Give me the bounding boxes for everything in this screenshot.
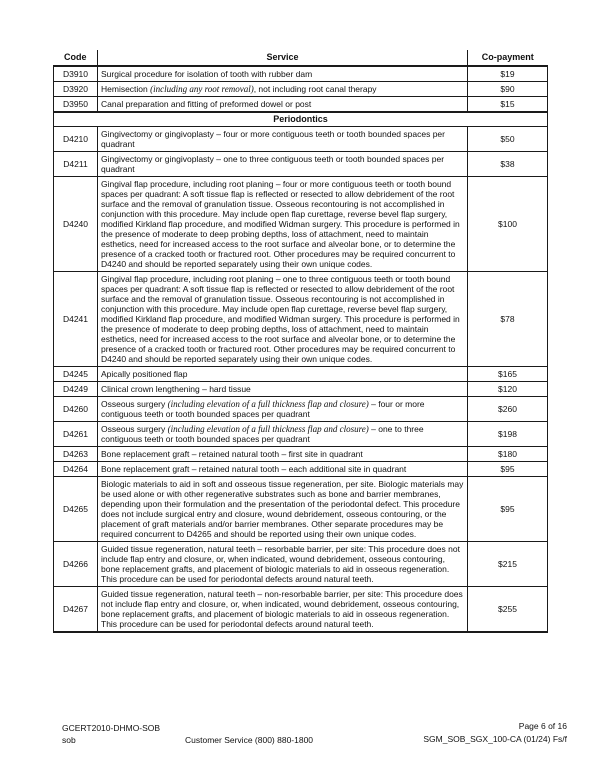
service-text: Gingivectomy or gingivoplasty – one to three contiguous teeth or tooth bounded spaces per quadrant bbox=[101, 154, 445, 174]
column-header-service: Service bbox=[98, 50, 468, 66]
service-text: Hemisection bbox=[101, 84, 151, 94]
service-cell bbox=[98, 66, 468, 82]
copayment-cell: $260 bbox=[468, 397, 548, 422]
code-cell: D4267 bbox=[54, 587, 98, 633]
code-cell: D4263 bbox=[54, 447, 98, 462]
service-cell bbox=[98, 542, 468, 587]
footer-page-number: Page 6 of 16 bbox=[518, 721, 567, 731]
footer-doc-id-line2: sob bbox=[62, 735, 76, 745]
service-cell bbox=[98, 82, 468, 97]
table-row bbox=[54, 82, 548, 97]
service-text: Osseous surgery bbox=[101, 424, 168, 434]
code-cell: D4211 bbox=[54, 152, 98, 177]
service-text: Bone replacement graft – retained natural tooth – first site in quadrant bbox=[101, 449, 363, 459]
code-cell: D4210 bbox=[54, 127, 98, 152]
table-row bbox=[54, 587, 548, 633]
copayment-cell: $38 bbox=[468, 152, 548, 177]
service-cell bbox=[98, 447, 468, 462]
copayment-cell: $215 bbox=[468, 542, 548, 587]
section-header: Periodontics bbox=[54, 112, 548, 127]
service-text: , not including root canal therapy bbox=[253, 84, 377, 94]
code-cell: D4261 bbox=[54, 422, 98, 447]
service-cell bbox=[98, 587, 468, 633]
service-text: Osseous surgery bbox=[101, 399, 168, 409]
copayment-cell: $95 bbox=[468, 462, 548, 477]
code-cell: D3920 bbox=[54, 82, 98, 97]
footer-page-info bbox=[423, 720, 567, 745]
service-text: Biologic materials to aid in soft and osseous tissue regeneration, per site. Biologic materials may be used alone or with other regenerative substrates such as bone and barrier membranes, depending upon their formulation and the presentation of the periodontal defect. This procedure does not include surgical entry and closure, wound debridement, osseous contouring, or the placement of graft materials and/or barrier membranes. Other separate procedures may be required concurrent to D4265 and should be reported using their own unique codes. bbox=[101, 479, 464, 539]
code-cell: D4240 bbox=[54, 177, 98, 272]
code-cell: D3950 bbox=[54, 97, 98, 113]
table-row bbox=[54, 177, 548, 272]
copayment-cell: $90 bbox=[468, 82, 548, 97]
section-row bbox=[54, 112, 548, 127]
table-header-row bbox=[54, 50, 548, 66]
table-row bbox=[54, 152, 548, 177]
service-cell bbox=[98, 422, 468, 447]
table-row bbox=[54, 462, 548, 477]
service-text: Gingival flap procedure, including root planing – one to three contiguous teeth or tooth bound spaces per quadrant: A soft tissue flap is reflected or resected to allow debridement of the root surface and the removal of granulation tissue. Osseous recontouring is not accomplished in conjunction with this procedure. May include open flap curettage, reverse bevel flap surgery, modified Kirkland flap procedure, and modified Widman surgery. This procedure is performed in the presence of moderate to deep probing depths, loss of attachment, need to maintain esthetics, need for increased access to the root surface and alveolar bone, or to determine the presence of a cracked tooth or fractured root. Other procedures may be required concurrent to D4240 and should be reported separately using their own unique codes. bbox=[101, 274, 460, 364]
service-cell bbox=[98, 97, 468, 113]
service-text: Guided tissue regeneration, natural teeth – resorbable barrier, per site: This procedure does not include flap entry and closure, or, when indicated, wound debridement, osseous contouring, bone replacement grafts, and placement of biologic materials to aid in osseous regeneration. This procedure can be used for periodontal defects around natural teeth. bbox=[101, 544, 460, 584]
column-header-copayment: Co-payment bbox=[468, 50, 548, 66]
copayment-cell: $15 bbox=[468, 97, 548, 113]
service-cell bbox=[98, 177, 468, 272]
table-row bbox=[54, 542, 548, 587]
service-text: Canal preparation and fitting of preformed dowel or post bbox=[101, 99, 312, 109]
copayment-cell: $50 bbox=[468, 127, 548, 152]
service-cell bbox=[98, 272, 468, 367]
table-row bbox=[54, 447, 548, 462]
service-text: – one to three contiguous teeth or tooth bounded spaces per quadrant bbox=[101, 424, 424, 444]
code-cell: D4245 bbox=[54, 367, 98, 382]
code-cell: D4249 bbox=[54, 382, 98, 397]
code-cell: D3910 bbox=[54, 66, 98, 82]
service-text: – four or more contiguous teeth or tooth bounded spaces per quadrant bbox=[101, 399, 425, 419]
table-row bbox=[54, 272, 548, 367]
table-row bbox=[54, 367, 548, 382]
service-cell bbox=[98, 397, 468, 422]
table-row bbox=[54, 382, 548, 397]
copayment-cell: $198 bbox=[468, 422, 548, 447]
service-text-italic: (including elevation of a full thickness flap and closure) bbox=[167, 424, 369, 434]
service-cell bbox=[98, 367, 468, 382]
service-cell bbox=[98, 152, 468, 177]
code-cell: D4266 bbox=[54, 542, 98, 587]
footer-customer-service: Customer Service (800) 880-1800 bbox=[185, 735, 314, 745]
copayment-cell: $255 bbox=[468, 587, 548, 633]
service-cell bbox=[98, 127, 468, 152]
copayment-cell: $19 bbox=[468, 66, 548, 82]
service-text-italic: (including elevation of a full thickness flap and closure) bbox=[167, 399, 369, 409]
service-text: Gingival flap procedure, including root planing – four or more contiguous teeth or tooth bound spaces per quadrant: A soft tissue flap is reflected or resected to allow debridement of the root surface and the removal of granulation tissue. Osseous recontouring is not accomplished in conjunction with this procedure. May include open flap curettage, reverse bevel flap surgery, modified Kirkland flap procedure, and modified Widman surgery. This procedure is performed in the presence of moderate to deep probing depths, loss of attachment, need to maintain esthetics, need for increased access to the root surface and alveolar bone, or to determine the presence of a cracked tooth or fractured root. Other procedures may be required concurrent to D4240 and should be reported separately using their own unique codes. bbox=[101, 179, 460, 269]
table-row bbox=[54, 97, 548, 113]
copayment-cell: $120 bbox=[468, 382, 548, 397]
service-text-italic: (including any root removal) bbox=[150, 84, 254, 94]
service-cell bbox=[98, 477, 468, 542]
column-header-code: Code bbox=[54, 50, 98, 66]
code-cell: D4265 bbox=[54, 477, 98, 542]
service-text: Gingivectomy or gingivoplasty – four or more contiguous teeth or tooth bounded spaces per quadrant bbox=[101, 129, 445, 149]
service-text: Apically positioned flap bbox=[101, 369, 188, 379]
code-cell: D4241 bbox=[54, 272, 98, 367]
table-row bbox=[54, 422, 548, 447]
code-cell: D4264 bbox=[54, 462, 98, 477]
service-cell bbox=[98, 382, 468, 397]
copayment-cell: $100 bbox=[468, 177, 548, 272]
service-text: Bone replacement graft – retained natural tooth – each additional site in quadrant bbox=[101, 464, 407, 474]
code-cell: D4260 bbox=[54, 397, 98, 422]
copayment-cell: $180 bbox=[468, 447, 548, 462]
fee-schedule-table bbox=[53, 50, 548, 633]
footer-document-id bbox=[62, 722, 160, 746]
copayment-cell: $165 bbox=[468, 367, 548, 382]
service-text: Guided tissue regeneration, natural teeth – non-resorbable barrier, per site: This procedure does not include flap entry and closure, or, when indicated, wound debridement, osseous contouring, bone replacement grafts, and placement of biologic materials to aid in osseous regeneration. This procedure can be used for periodontal defects around natural teeth. bbox=[101, 589, 463, 629]
table-row bbox=[54, 127, 548, 152]
service-text: Surgical procedure for isolation of tooth with rubber dam bbox=[101, 69, 313, 79]
copayment-cell: $78 bbox=[468, 272, 548, 367]
table-row bbox=[54, 477, 548, 542]
table-row bbox=[54, 397, 548, 422]
table-row bbox=[54, 66, 548, 82]
service-text: Clinical crown lengthening – hard tissue bbox=[101, 384, 251, 394]
service-cell bbox=[98, 462, 468, 477]
copayment-cell: $95 bbox=[468, 477, 548, 542]
footer-form-code: SGM_SOB_SGX_100-CA (01/24) Fs/f bbox=[423, 733, 567, 744]
fee-table-body bbox=[54, 66, 548, 632]
footer-doc-id-line1: GCERT2010-DHMO-SOB bbox=[62, 723, 161, 733]
